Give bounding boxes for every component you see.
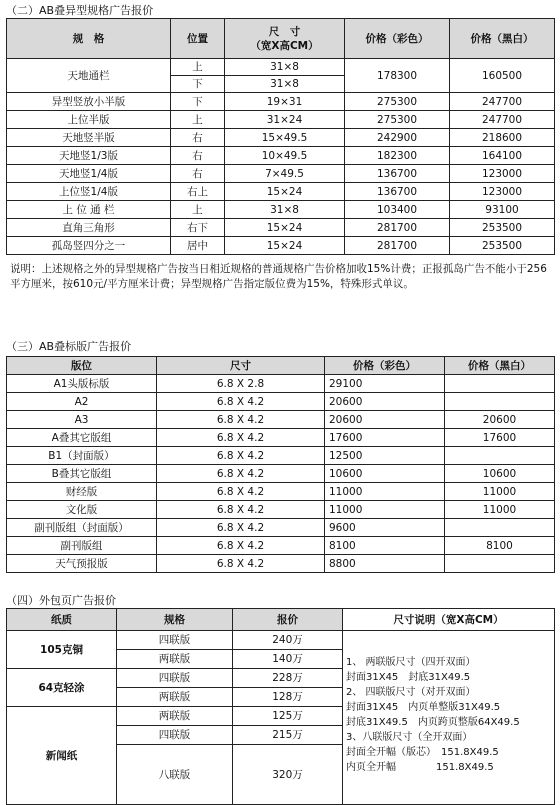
table-cell: 123000	[450, 165, 555, 183]
table-row	[7, 393, 555, 411]
table-cell: 128万	[233, 688, 343, 707]
table-cell: 文化版	[7, 501, 157, 519]
table-cell: 四联版	[117, 669, 233, 688]
table-special-ads	[6, 18, 555, 255]
header-spec: 规 格	[7, 19, 171, 59]
table-cell: 15×24	[225, 219, 345, 237]
table-cell: A1头版标版	[7, 375, 157, 393]
table-cell: 天地竖1/4版	[7, 165, 171, 183]
table-cell: 直角三角形	[7, 219, 171, 237]
table-row	[7, 111, 555, 129]
section-2-title: （二）AB叠异型规格广告报价	[6, 4, 154, 17]
table-cell: 八联版	[117, 745, 233, 805]
paper-copper: 105克铜	[7, 631, 117, 669]
table-cell: 两联版	[117, 688, 233, 707]
table-cell: 6.8 X 4.2	[157, 447, 325, 465]
table-cell: 6.8 X 4.2	[157, 555, 325, 573]
header-price-bw: 价格（黑白）	[450, 19, 555, 59]
table-cell: 182300	[345, 147, 450, 165]
table-cell: 20600	[325, 393, 445, 411]
table-cell: 15×24	[225, 237, 345, 255]
table-cell: 281700	[345, 237, 450, 255]
table-cell: 140万	[233, 650, 343, 669]
header-price-bw: 价格（黑白）	[445, 357, 555, 375]
table-row	[7, 375, 555, 393]
table-row	[7, 129, 555, 147]
table-cell: 上	[171, 111, 225, 129]
table-cell	[445, 375, 555, 393]
table-row	[7, 465, 555, 483]
table-cell: 两联版	[117, 650, 233, 669]
table-row	[7, 555, 555, 573]
table-cell: 247700	[450, 93, 555, 111]
table-cell: 253500	[450, 237, 555, 255]
table-cell: 6.8 X 4.2	[157, 537, 325, 555]
table-cell: 天气预报版	[7, 555, 157, 573]
table-cell: 31×8	[225, 76, 345, 93]
paper-light-coated: 64克轻涂	[7, 669, 117, 707]
table-cell: 17600	[445, 429, 555, 447]
table-row	[7, 93, 555, 111]
table-cell: 8800	[325, 555, 445, 573]
table-cell: B1（封面版）	[7, 447, 157, 465]
header-paper: 纸质	[7, 609, 117, 631]
table-cell: 6.8 X 4.2	[157, 393, 325, 411]
table-cell: 天地通栏	[7, 59, 171, 93]
table-cell: 下	[171, 76, 225, 93]
table-cell	[445, 555, 555, 573]
table-cell: 10×49.5	[225, 147, 345, 165]
table-row	[7, 411, 555, 429]
table-cell: 9600	[325, 519, 445, 537]
table-row	[7, 147, 555, 165]
table-row	[7, 537, 555, 555]
table-cell: 10600	[325, 465, 445, 483]
table-cell: 11000	[325, 483, 445, 501]
table-cell: 6.8 X 4.2	[157, 411, 325, 429]
table-cell: 上位竖1/4版	[7, 183, 171, 201]
table-cell: 右下	[171, 219, 225, 237]
table-cell: A2	[7, 393, 157, 411]
table-cell: 6.8 X 4.2	[157, 483, 325, 501]
table-cell: 136700	[345, 183, 450, 201]
header-price-color: 价格（彩色）	[325, 357, 445, 375]
header-size: 尺寸	[157, 357, 325, 375]
table-cell: 228万	[233, 669, 343, 688]
section-3-title: （三）AB叠标版广告报价	[6, 340, 132, 353]
table-cell: 20600	[445, 411, 555, 429]
table-cell: 11000	[445, 501, 555, 519]
table-row	[7, 429, 555, 447]
table-cell: B叠其它版组	[7, 465, 157, 483]
table-cell: 天地竖半版	[7, 129, 171, 147]
table-row	[7, 201, 555, 219]
table-cell: 上	[171, 201, 225, 219]
table-cell	[445, 519, 555, 537]
table-cell: 160500	[450, 59, 555, 93]
table-cell: 31×24	[225, 111, 345, 129]
header-size-note: 尺寸说明（宽X高CM）	[343, 609, 555, 631]
table-cell: 275300	[345, 111, 450, 129]
table-cell: 178300	[345, 59, 450, 93]
table-cell: 7×49.5	[225, 165, 345, 183]
table-cell: 247700	[450, 111, 555, 129]
size-description: 1、 两联版尺寸（四开双面） 封面31X45 封底31X49.5 2、 四联版尺寸（对开双面） 封面31X45 内页单整版31X49.5 封底31X49.5 内页跨页整版64X49.5 3、八联版尺寸（全开双面） 封面全开幅（版芯） 151.8X49.5 内页全开幅 151.8X49.5	[343, 631, 555, 805]
table-cell: 12500	[325, 447, 445, 465]
table-row	[7, 519, 555, 537]
table-cell: 右上	[171, 183, 225, 201]
table-cell: 两联版	[117, 707, 233, 726]
table-cell: 上 位 通 栏	[7, 201, 171, 219]
table-cell: 164100	[450, 147, 555, 165]
table-cell: 异型竖放小半版	[7, 93, 171, 111]
table-row	[7, 219, 555, 237]
header-price-color: 价格（彩色）	[345, 19, 450, 59]
table-standard-ads	[6, 356, 555, 573]
header-size: 尺 寸 （宽X高CM）	[225, 19, 345, 59]
table-cell: 240万	[233, 631, 343, 650]
table-cell: 11000	[445, 483, 555, 501]
table-row	[7, 447, 555, 465]
table-cell: 11000	[325, 501, 445, 519]
table-cell: 218600	[450, 129, 555, 147]
table-cell: 右	[171, 165, 225, 183]
table-cell: 20600	[325, 411, 445, 429]
table-row	[7, 59, 555, 76]
header-slot: 版位	[7, 357, 157, 375]
section-2-note: 说明：上述规格之外的异型规格广告按当日相近规格的普通规格广告价格加收15%计费；正报孤岛广告不能小于256平方厘米，按610元/平方厘米计费；异型规格广告指定版位费为15%，特殊形式单议。	[10, 263, 547, 290]
table-wrap-ads	[6, 608, 555, 805]
table-cell: 29100	[325, 375, 445, 393]
table-cell: 副刊版组（封面版）	[7, 519, 157, 537]
table-row	[7, 183, 555, 201]
table-cell: A3	[7, 411, 157, 429]
table-cell: 四联版	[117, 726, 233, 745]
section-4-title: （四）外包页广告报价	[6, 594, 116, 607]
table-cell	[445, 447, 555, 465]
table-cell: 孤岛竖四分之一	[7, 237, 171, 255]
table-cell: 6.8 X 2.8	[157, 375, 325, 393]
table-cell: 下	[171, 93, 225, 111]
table-cell: 四联版	[117, 631, 233, 650]
table-cell: 123000	[450, 183, 555, 201]
table-cell: 居中	[171, 237, 225, 255]
table-cell: 281700	[345, 219, 450, 237]
table-cell: 93100	[450, 201, 555, 219]
table-cell: 242900	[345, 129, 450, 147]
table-cell: 上	[171, 59, 225, 76]
table-row	[7, 483, 555, 501]
table-cell: 6.8 X 4.2	[157, 501, 325, 519]
table-cell: 19×31	[225, 93, 345, 111]
table-cell: 215万	[233, 726, 343, 745]
table-row	[7, 501, 555, 519]
table-cell: 31×8	[225, 59, 345, 76]
header-quote: 报价	[233, 609, 343, 631]
table-cell: 财经版	[7, 483, 157, 501]
table-cell: 副刊版组	[7, 537, 157, 555]
table-cell: 136700	[345, 165, 450, 183]
table-cell	[445, 393, 555, 411]
table-cell: 17600	[325, 429, 445, 447]
table-cell: 6.8 X 4.2	[157, 465, 325, 483]
paper-newsprint: 新闻纸	[7, 707, 117, 805]
table-cell: 275300	[345, 93, 450, 111]
table-cell: 8100	[325, 537, 445, 555]
table-cell: 6.8 X 4.2	[157, 519, 325, 537]
table-row	[7, 165, 555, 183]
table-cell: 103400	[345, 201, 450, 219]
table-cell: 右	[171, 147, 225, 165]
table-cell: 253500	[450, 219, 555, 237]
table-cell: 15×49.5	[225, 129, 345, 147]
header-spec: 规格	[117, 609, 233, 631]
table-cell: 上位半版	[7, 111, 171, 129]
table-cell: 10600	[445, 465, 555, 483]
table-cell: 6.8 X 4.2	[157, 429, 325, 447]
table-row	[7, 631, 555, 650]
table-row	[7, 237, 555, 255]
table-cell: 天地竖1/3版	[7, 147, 171, 165]
header-position: 位置	[171, 19, 225, 59]
table-cell: 8100	[445, 537, 555, 555]
table-cell: 320万	[233, 745, 343, 805]
table-cell: 15×24	[225, 183, 345, 201]
table-cell: 右	[171, 129, 225, 147]
table-cell: 31×8	[225, 201, 345, 219]
table-cell: 125万	[233, 707, 343, 726]
table-cell: A叠其它版组	[7, 429, 157, 447]
